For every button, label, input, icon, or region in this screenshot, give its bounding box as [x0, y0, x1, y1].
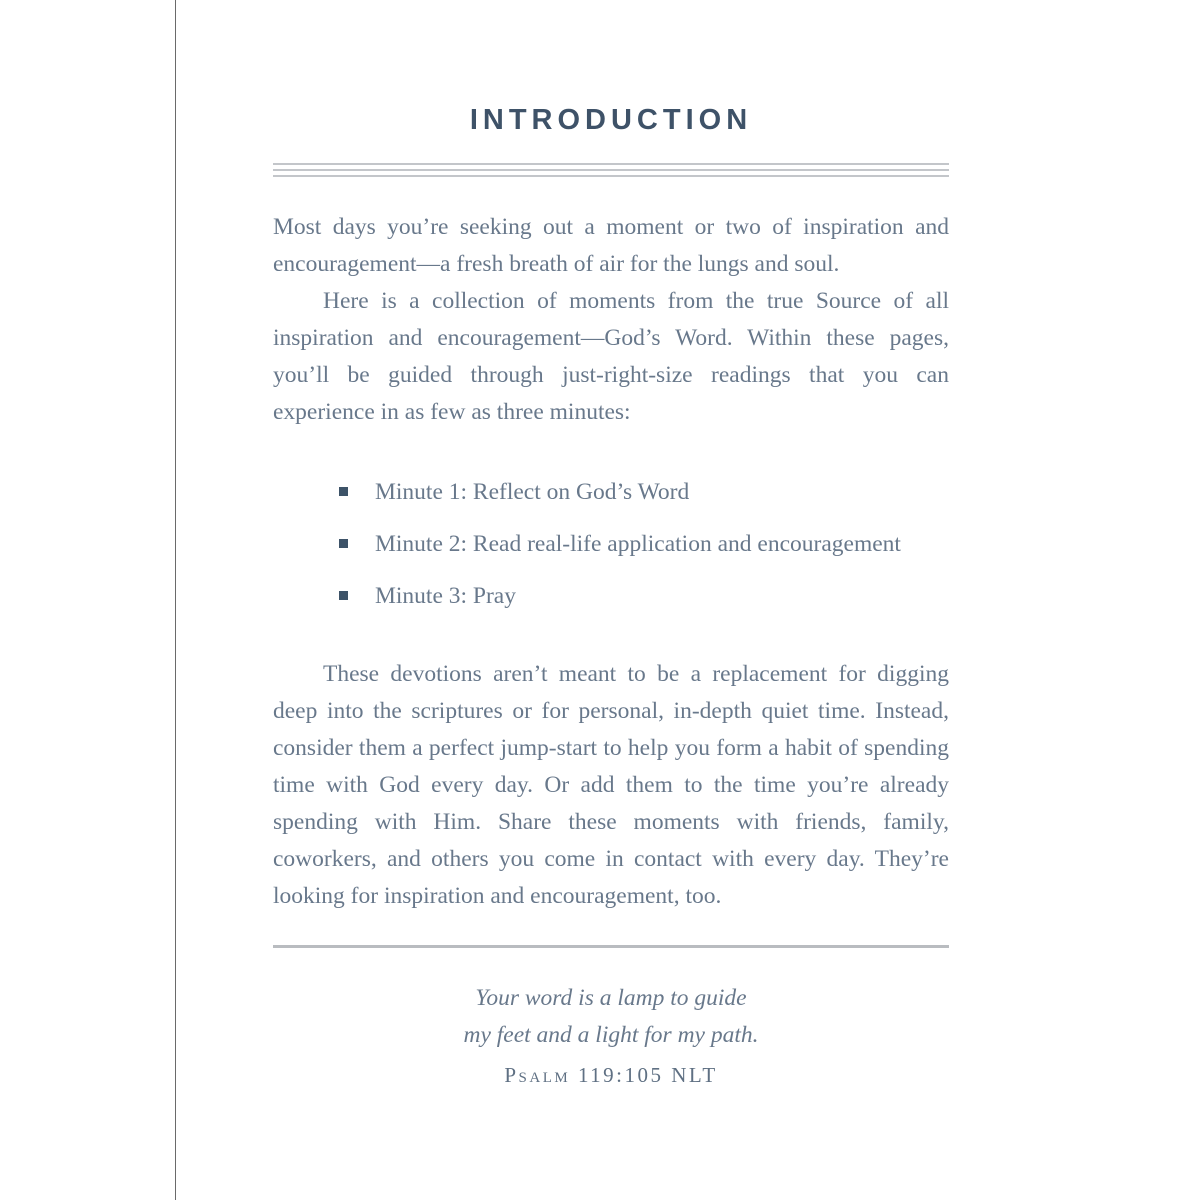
page-title: INTRODUCTION: [469, 104, 753, 136]
list-item-label: Minute 1: Reflect on God’s Word: [375, 479, 690, 505]
scripture-verse: [273, 980, 949, 1089]
square-bullet-icon: [339, 591, 348, 600]
minute-list: [273, 475, 949, 614]
list-item: [273, 475, 949, 510]
paragraph-3: These devotions aren’t meant to be a replacement for digging deep into the scriptures or for personal, in-depth quiet time. Instead, consider them a perfect jump-start to help you form a habit of spending time with God every day. Or add them to the time you’re already spending with Him. Share these moments with friends, family, coworkers, and others you come in contact with every day. They’re looking for inspiration and encouragement, too.: [273, 661, 949, 909]
footer-divider: [273, 945, 949, 948]
intro-body: [273, 209, 949, 431]
list-item-label: Minute 2: Read real-life application and encouragement: [375, 531, 901, 557]
title-divider: [273, 163, 949, 177]
list-item: [273, 579, 949, 614]
intro-body-continued: [273, 656, 949, 915]
list-item: [273, 527, 949, 562]
divider-line: [273, 175, 949, 177]
list-item-label: Minute 3: Pray: [375, 583, 516, 609]
square-bullet-icon: [339, 539, 348, 548]
divider-line: [273, 169, 949, 171]
verse-line-2: my feet and a light for my path.: [463, 1022, 759, 1048]
page-edge-line: [175, 0, 176, 1200]
square-bullet-icon: [339, 487, 348, 496]
page-content: [273, 0, 949, 1089]
divider-line: [273, 163, 949, 165]
paragraph-1: Most days you’re seeking out a moment or two of inspiration and encouragement—a fresh breath of air for the lungs and soul.: [273, 214, 949, 277]
paragraph-2: Here is a collection of moments from the true Source of all inspiration and encouragement—God’s Word. Within these pages, you’ll be guided through just-right-size readings that you can experience in as few as three minutes:: [273, 288, 949, 425]
verse-citation: Psalm 119:105 NLT: [504, 1063, 718, 1087]
verse-line-1: Your word is a lamp to guide: [475, 985, 747, 1011]
